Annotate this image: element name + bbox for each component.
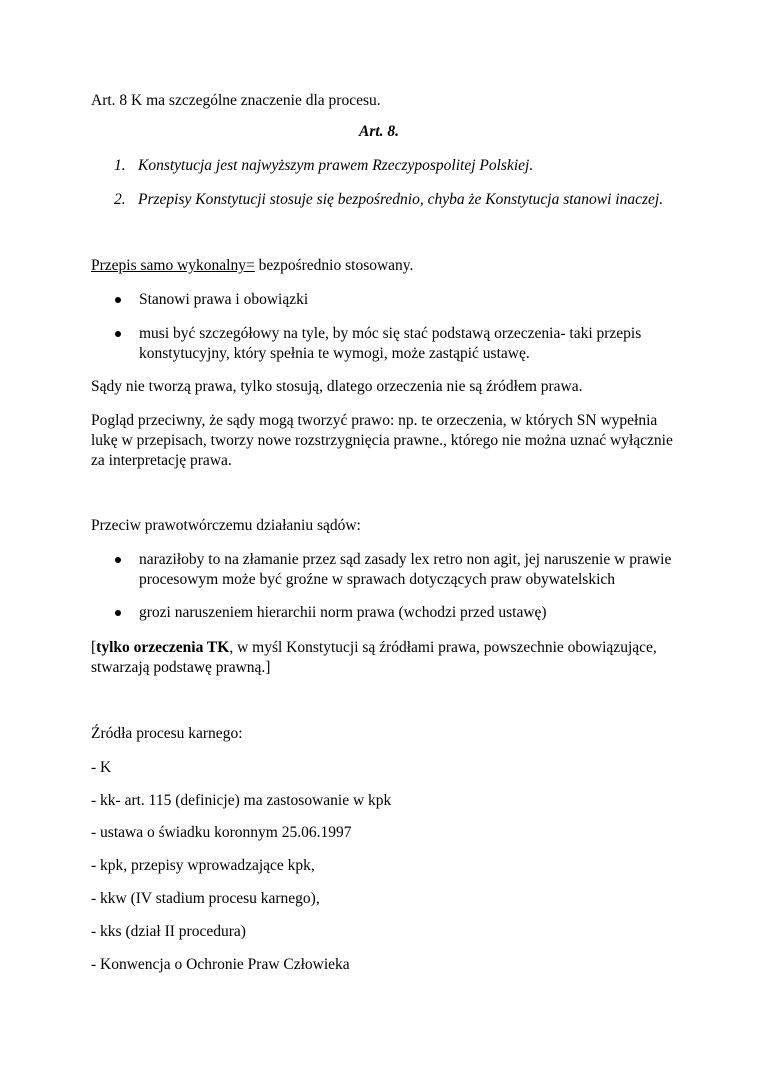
courts-paragraph: Sądy nie tworzą prawa, tylko stosują, dlatego orzeczenia nie są źródłem prawa. bbox=[91, 378, 583, 395]
self-executing-definition: bezpośrednio stosowany. bbox=[254, 257, 414, 274]
bullet-text: Stanowi prawa i obowiązki bbox=[139, 291, 309, 308]
bullet-icon bbox=[115, 331, 121, 337]
bullet-icon bbox=[115, 557, 121, 563]
bullet-icon bbox=[115, 297, 121, 303]
source-item: - ustawa o świadku koronnym 25.06.1997 bbox=[91, 824, 352, 841]
article-item-text: Przepisy Konstytucji stosuje się bezpośrednio, chyba że Konstytucja stanowi inaczej. bbox=[138, 191, 664, 208]
article-heading: Art. 8. bbox=[359, 123, 400, 140]
source-item: - Konwencja o Ochronie Praw Człowieka bbox=[91, 956, 350, 973]
tk-note-bold: tylko orzeczenia TK bbox=[96, 639, 230, 656]
source-item: - kks (dział II procedura) bbox=[91, 923, 246, 940]
opposing-view-line: za interpretację prawa. bbox=[91, 452, 232, 469]
source-item: - K bbox=[91, 759, 112, 776]
bullet-text: grozi naruszeniem hierarchii norm prawa (wchodzi przed ustawę) bbox=[139, 604, 547, 621]
source-item: - kpk, przepisy wprowadzające kpk, bbox=[91, 857, 315, 874]
source-item: - kk- art. 115 (definicje) ma zastosowanie w kpk bbox=[91, 792, 392, 809]
bullet-icon bbox=[115, 610, 121, 616]
intro-paragraph: Art. 8 K ma szczególne znaczenie dla procesu. bbox=[91, 92, 381, 109]
article-item-number: 2. bbox=[114, 191, 126, 208]
article-item-text: Konstytucja jest najwyższym prawem Rzeczypospolitej Polskiej. bbox=[138, 157, 534, 174]
bullet-text: procesowym może być groźne w sprawach dotyczących praw obywatelskich bbox=[139, 571, 616, 588]
opposing-view-line: Pogląd przeciwny, że sądy mogą tworzyć prawo: np. te orzeczenia, w których SN wypełnia bbox=[91, 412, 658, 429]
article-item-number: 1. bbox=[114, 157, 126, 174]
tk-note-line bbox=[91, 638, 657, 658]
self-executing-term: Przepis samo wykonalny= bbox=[91, 257, 255, 274]
bullet-text: musi być szczegółowy na tyle, by móc się stać podstawą orzeczenia- taki przepis bbox=[139, 325, 642, 342]
bullet-text: naraziłoby to na złamanie przez sąd zasady lex retro non agit, jej naruszenie w prawie bbox=[139, 551, 672, 568]
source-item: - kkw (IV stadium procesu karnego), bbox=[91, 890, 320, 907]
tk-note-rest: , w myśl Konstytucji są źródłami prawa, powszechnie obowiązujące, bbox=[229, 639, 657, 656]
sources-heading: Źródła procesu karnego: bbox=[91, 725, 243, 742]
against-heading: Przeciw prawotwórczemu działaniu sądów: bbox=[91, 517, 361, 534]
opposing-view-line: lukę w przepisach, tworzy nowe rozstrzygnięcia prawne., którego nie można uznać wyłącznie bbox=[91, 432, 673, 449]
tk-note-line: stwarzają podstawę prawną.] bbox=[91, 659, 271, 676]
tk-note-bracket: [ bbox=[91, 639, 97, 656]
bullet-text: konstytucyjny, który spełnia te wymogi, może zastąpić ustawę. bbox=[139, 345, 530, 362]
self-executing-paragraph bbox=[91, 256, 413, 276]
